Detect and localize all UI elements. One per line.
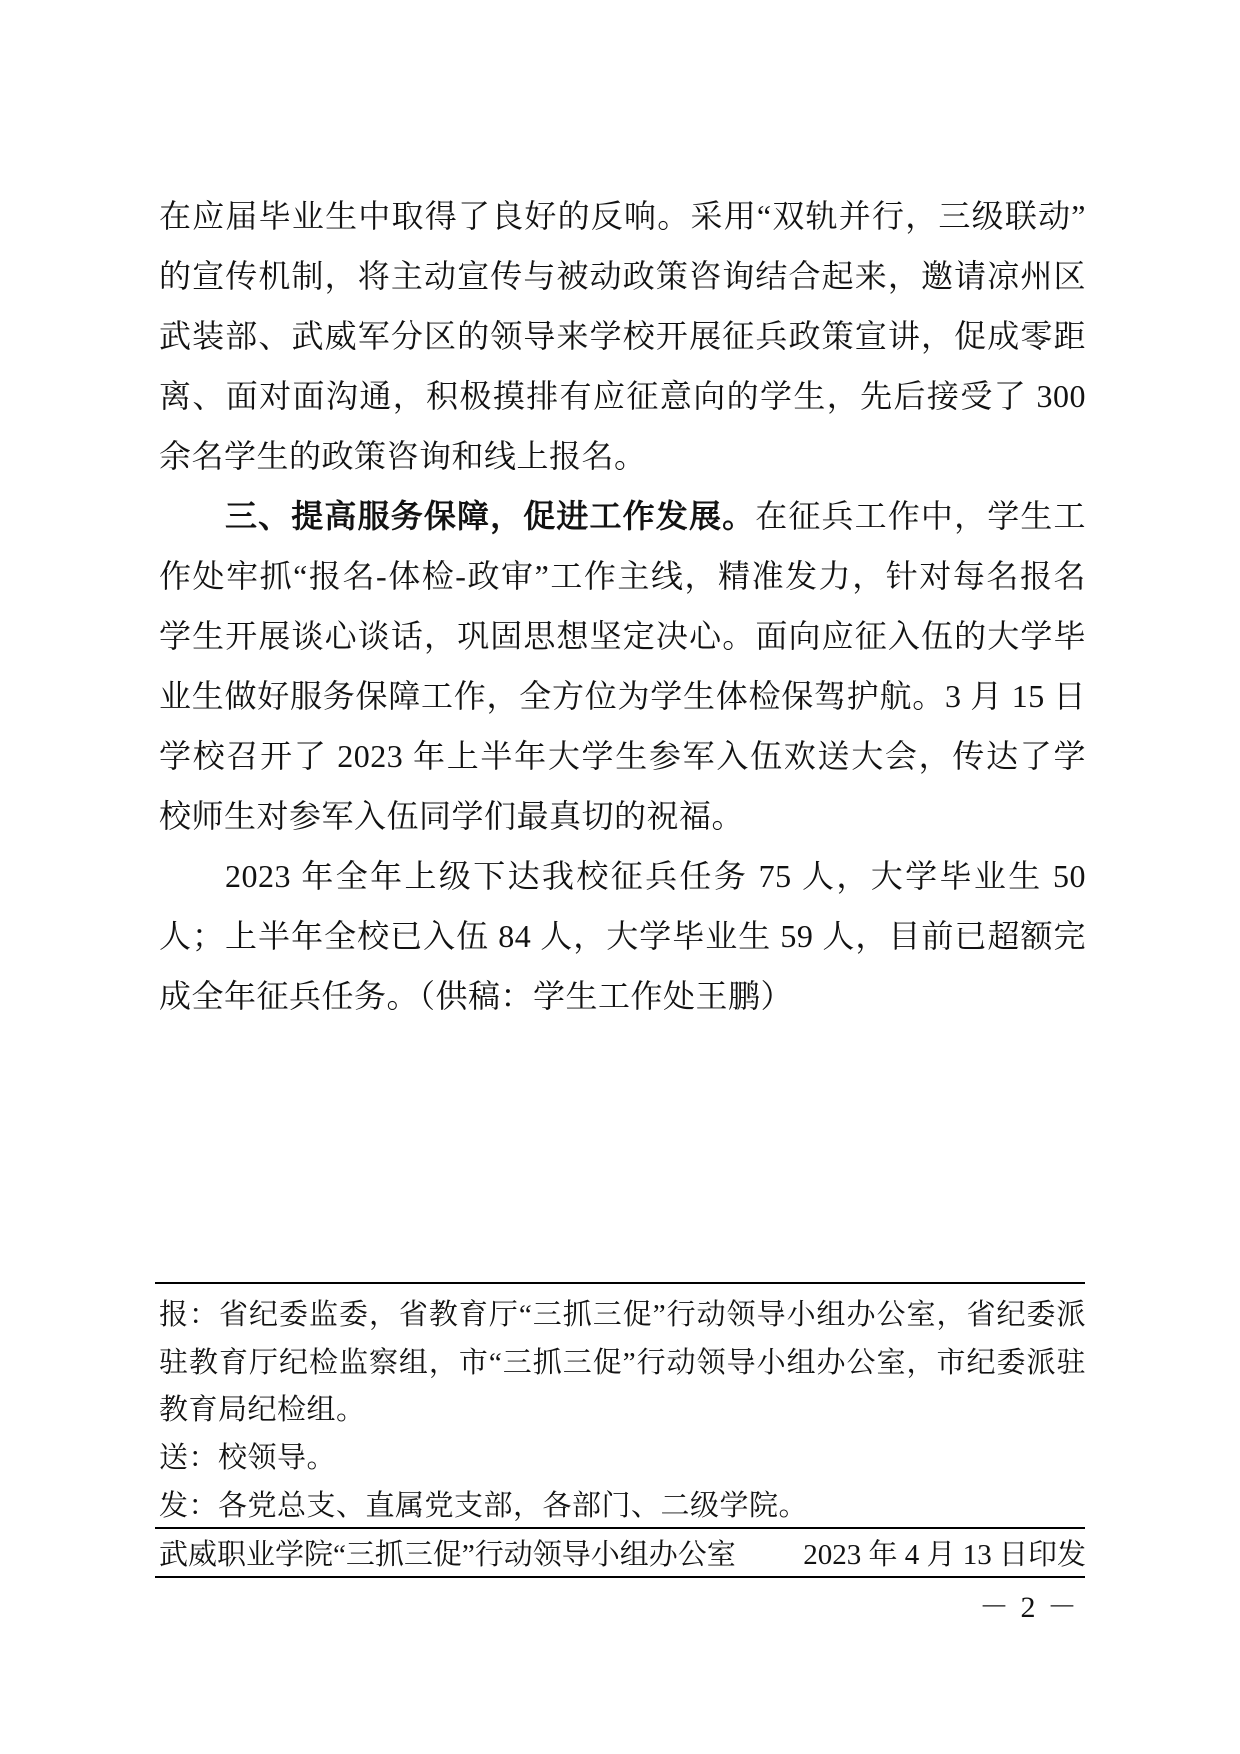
page-number: － 2 － bbox=[979, 1591, 1079, 1624]
section-heading: 三、提高服务保障，促进工作发展。 bbox=[225, 498, 756, 534]
paragraph-statistics: 2023 年全年上级下达我校征兵任务 75 人，大学毕业生 50 人；上半年全校已入伍 84 人，大学毕业生 59 人，目前已超额完成全年征兵任务。（供稿：学生工作处王鹏） bbox=[159, 858, 1086, 1014]
imprint-office: 武威职业学院“三抓三促”行动领导小组办公室 bbox=[159, 1539, 736, 1571]
imprint-top-divider bbox=[155, 1527, 1085, 1529]
paragraph-section-three bbox=[159, 486, 1086, 846]
document-body bbox=[159, 186, 1086, 1026]
paragraph-continuation: 在应届毕业生中取得了良好的反响。采用“双轨并行，三级联动”的宣传机制，将主动宣传与被动政策咨询结合起来，邀请凉州区武装部、武威军分区的领导来学校开展征兵政策宣讲，促成零距离、面对面沟通，积极摸排有应征意向的学生，先后接受了 300 余名学生的政策咨询和线上报名。 bbox=[159, 198, 1086, 474]
imprint-bottom-divider bbox=[155, 1576, 1085, 1578]
imprint-date: 2023 年 4 月 13 日印发 bbox=[803, 1539, 1086, 1571]
distribution-block bbox=[159, 1292, 1086, 1531]
distribution-line-fa: 发：各党总支、直属党支部，各部门、二级学院。 bbox=[159, 1489, 809, 1522]
distribution-line-bao: 报：省纪委监委，省教育厅“三抓三促”行动领导小组办公室，省纪委派驻教育厅纪检监察组，市“三抓三促”行动领导小组办公室，市纪委派驻教育局纪检组。 bbox=[159, 1299, 1086, 1427]
imprint-line bbox=[159, 1538, 1086, 1572]
footer-top-divider bbox=[155, 1282, 1085, 1284]
section-body-text: 在征兵工作中，学生工作处牢抓“报名-体检-政审”工作主线，精准发力，针对每名报名学生开展谈心谈话，巩固思想坚定决心。面向应征入伍的大学毕业生做好服务保障工作，全方位为学生体检保驾护航。3 月 15 日学校召开了 2023 年上半年大学生参军入伍欢送大会，传达了学校师生对参军入伍同学们最真切的祝福。 bbox=[159, 498, 1086, 834]
distribution-line-song: 送：校领导。 bbox=[159, 1442, 337, 1475]
